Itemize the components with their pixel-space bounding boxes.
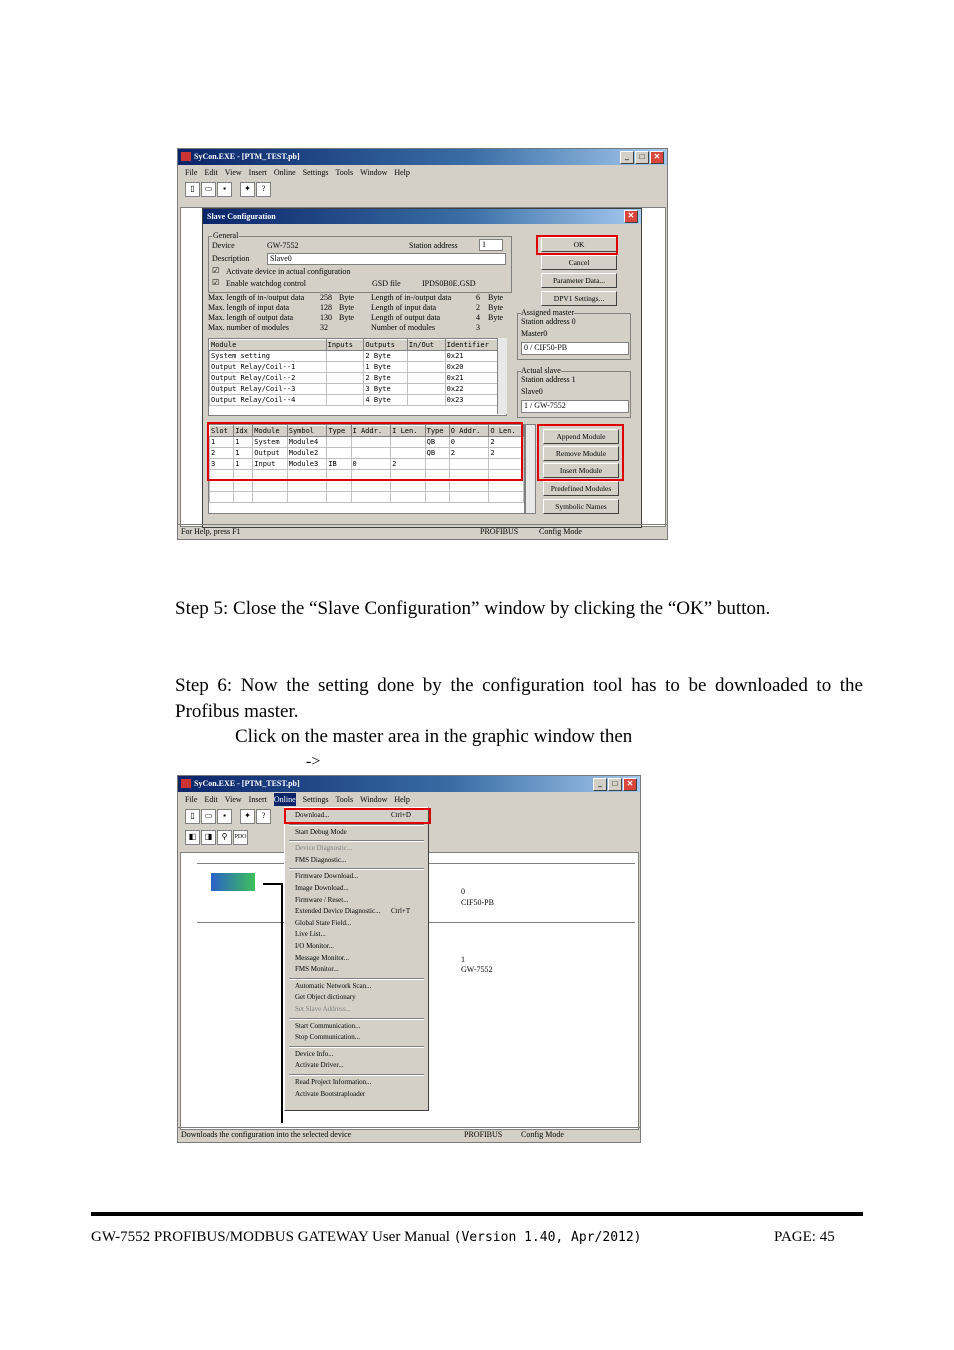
module-cell xyxy=(407,384,445,395)
slot-cell xyxy=(449,492,489,503)
online-menu-item[interactable] xyxy=(295,907,411,916)
limit-value: 258 xyxy=(320,293,332,302)
slot-cell: Module3 xyxy=(287,459,327,470)
module-cell: 3 Byte xyxy=(364,384,407,395)
slot-cell xyxy=(327,492,351,503)
slot-col-header[interactable]: Type xyxy=(425,426,449,437)
slave-name: GW-7552 xyxy=(461,965,493,974)
module-cell: 0x21 xyxy=(445,373,505,384)
slot-cell: 0 xyxy=(449,437,489,448)
length-unit: Byte xyxy=(488,303,504,312)
module-cell xyxy=(326,395,364,406)
module-cell xyxy=(326,351,364,362)
app-icon-2 xyxy=(181,779,191,788)
predefined-modules-button[interactable]: Predefined Modules xyxy=(543,481,619,496)
module-row[interactable] xyxy=(210,362,506,373)
menu-separator xyxy=(289,1018,424,1020)
module-scrollbar[interactable] xyxy=(497,338,507,414)
limit-label: Max. length of input data xyxy=(208,303,290,312)
slot-list-highlight xyxy=(207,422,523,481)
module-list[interactable] xyxy=(208,338,507,416)
master-icon[interactable]: ◧ xyxy=(185,830,200,845)
slave-icon[interactable]: ◨ xyxy=(201,830,216,845)
module-cell: Output Relay/Coil--1 xyxy=(210,362,327,373)
actual-slave-label: Actual slave xyxy=(521,366,561,375)
slot-col-header[interactable]: O Addr. xyxy=(449,426,489,437)
online-menu-label: I/O Monitor... xyxy=(295,942,334,950)
online-menu-item[interactable] xyxy=(295,1033,360,1041)
online-menu-item[interactable] xyxy=(295,1090,365,1098)
assigned-name: Master0 xyxy=(521,329,548,338)
cancel-button[interactable]: Cancel xyxy=(541,255,617,270)
online-menu-label: Device Info... xyxy=(295,1049,334,1058)
online-menu-item xyxy=(295,1005,351,1013)
menu-separator xyxy=(289,840,424,842)
online-menu-label: Automatic Network Scan... xyxy=(295,981,372,990)
menu-settings[interactable]: Settings xyxy=(302,168,329,177)
online-menu-label: Image Download... xyxy=(295,884,349,892)
online-menu-label: Start Communication... xyxy=(295,1021,361,1030)
slot-cell: 3 xyxy=(210,459,234,470)
online-menu-label: Activate Driver... xyxy=(295,1061,344,1070)
module-col-header[interactable]: Module xyxy=(210,340,327,351)
help-icon[interactable]: ? xyxy=(256,182,271,197)
module-cell xyxy=(326,384,364,395)
ok-button-highlight xyxy=(536,235,618,255)
slot-cell xyxy=(391,481,425,492)
module-cell xyxy=(407,362,445,373)
status-bar-2 xyxy=(178,1127,640,1142)
module-col-header[interactable]: Inputs xyxy=(326,340,364,351)
module-cell: 0x23 xyxy=(445,395,505,406)
download-highlight xyxy=(284,808,431,824)
slot-row-empty xyxy=(210,492,524,503)
module-cell: Output Relay/Coil--4 xyxy=(210,395,327,406)
menu-settings[interactable]: Settings xyxy=(302,795,329,804)
slot-cell xyxy=(391,492,425,503)
online-menu-item[interactable] xyxy=(295,982,371,990)
slot-cell xyxy=(287,481,327,492)
online-menu-item[interactable] xyxy=(295,872,358,880)
online-menu-label: Set Slave Address... xyxy=(295,1005,351,1013)
menu-online[interactable]: Online xyxy=(273,795,296,804)
general-label: General xyxy=(213,231,239,240)
pdo-icon[interactable]: PDO xyxy=(233,830,248,845)
slot-col-header[interactable]: Module xyxy=(253,426,287,437)
actual-slave-group xyxy=(517,366,631,418)
slot-cell: 2 xyxy=(489,448,524,459)
online-menu-item[interactable] xyxy=(295,993,356,1001)
status-mode: Config Mode xyxy=(539,527,582,536)
online-menu-label: Global State Field... xyxy=(295,918,352,927)
close-button[interactable]: ✕ xyxy=(650,151,664,164)
slot-cell xyxy=(210,492,234,503)
module-col-header[interactable]: Outputs xyxy=(364,340,407,351)
online-menu-shortcut: Ctrl+D xyxy=(391,811,411,819)
online-menu-item[interactable] xyxy=(295,954,349,962)
slot-cell: 2 xyxy=(210,448,234,459)
symbolic-names-button[interactable]: Symbolic Names xyxy=(543,499,619,514)
menu-bar-2 xyxy=(178,793,640,806)
status-bus: PROFIBUS xyxy=(480,527,519,536)
footer-title xyxy=(91,1229,642,1246)
module-row[interactable] xyxy=(210,384,506,395)
menu-edit[interactable]: Edit xyxy=(204,795,218,804)
slot-cell: System xyxy=(253,437,287,448)
slot-cell: Output xyxy=(253,448,287,459)
limit-unit: Byte xyxy=(339,303,355,312)
assigned-master-group xyxy=(517,308,631,360)
footer-rule xyxy=(91,1212,863,1216)
menu-bar xyxy=(178,166,667,179)
assigned-master-label: Assigned master xyxy=(521,308,575,317)
gsd-label: GSD file xyxy=(372,279,401,288)
slot-cell xyxy=(234,492,253,503)
module-cell: Output Relay/Coil--2 xyxy=(210,373,327,384)
length-label: Length of in-/output data xyxy=(371,293,452,302)
online-menu-item[interactable] xyxy=(295,1078,371,1086)
network-icon[interactable]: ⚲ xyxy=(217,830,232,845)
general-group xyxy=(208,231,512,293)
actual-name: Slave0 xyxy=(521,387,543,396)
watchdog-checkbox[interactable]: ☑ xyxy=(212,278,220,287)
online-menu-label: Get Object dictionary xyxy=(295,993,356,1002)
online-menu-label: Download... xyxy=(295,811,330,819)
help-icon-2[interactable]: ? xyxy=(256,809,271,824)
slot-cell xyxy=(489,481,524,492)
device-value: GW-7552 xyxy=(267,241,299,250)
dialog-close-button[interactable]: ✕ xyxy=(624,210,638,223)
slot-cell xyxy=(425,481,449,492)
online-menu-item[interactable] xyxy=(295,1022,360,1030)
online-menu-label: Firmware Download... xyxy=(295,872,359,881)
online-download-screenshot xyxy=(177,775,641,1143)
save-icon[interactable]: ▪ xyxy=(217,182,232,197)
module-row[interactable] xyxy=(210,373,506,384)
status-help-2: Downloads the configuration into the selected device xyxy=(181,1130,352,1139)
open-icon-2[interactable]: ▭ xyxy=(201,809,216,824)
limit-label: Max. number of modules xyxy=(208,323,289,332)
slot-cell: IB xyxy=(327,459,351,470)
toolbar xyxy=(178,180,667,198)
slot-cell: Module4 xyxy=(287,437,327,448)
menu-edit[interactable]: Edit xyxy=(204,168,218,177)
module-cell: 0x20 xyxy=(445,362,505,373)
parameter-data-button[interactable]: Parameter Data... xyxy=(541,273,617,288)
device-label: Device xyxy=(212,241,235,250)
maximize-button-2[interactable]: □ xyxy=(608,778,622,791)
status-mode-2: Config Mode xyxy=(521,1130,564,1139)
manual-version: (Version 1.40, Apr/2012) xyxy=(453,1230,642,1245)
run-icon-2[interactable]: ✦ xyxy=(240,809,255,824)
module-cell xyxy=(326,362,364,373)
module-cell: 1 Byte xyxy=(364,362,407,373)
menu-file[interactable]: File xyxy=(185,168,198,177)
limit-unit: Byte xyxy=(339,293,355,302)
activate-checkbox[interactable]: ☑ xyxy=(212,266,220,275)
maximize-button[interactable]: □ xyxy=(635,151,649,164)
bus-line-horizontal xyxy=(263,883,283,885)
slave-config-dialog xyxy=(202,208,642,528)
actual-station: Station address 1 xyxy=(521,375,576,384)
manual-title: GW-7552 PROFIBUS/MODBUS GATEWAY User Manual xyxy=(91,1229,450,1245)
slot-cell: 0 xyxy=(351,459,391,470)
length-unit: Byte xyxy=(488,293,504,302)
description-input[interactable]: Slave0 xyxy=(267,253,506,265)
online-menu-label: Live List... xyxy=(295,930,326,939)
main-title-bar-2 xyxy=(178,776,640,792)
module-col-header[interactable]: Identifier xyxy=(445,340,505,351)
module-cell: 4 Byte xyxy=(364,395,407,406)
online-menu-item[interactable] xyxy=(295,884,349,892)
menu-insert[interactable]: Insert xyxy=(248,168,267,177)
master-address: 0 xyxy=(461,887,465,896)
window-title-2: SyCon.EXE - [PTM_TEST.pb] xyxy=(194,779,300,788)
online-menu-item[interactable] xyxy=(295,965,339,973)
module-cell xyxy=(407,395,445,406)
slot-cell xyxy=(351,481,391,492)
length-label: Length of input data xyxy=(371,303,437,312)
assigned-master-select[interactable]: 0 / CIF50-PB xyxy=(521,342,629,355)
slot-cell xyxy=(449,481,489,492)
module-cell: System setting xyxy=(210,351,327,362)
open-icon[interactable]: ▭ xyxy=(201,182,216,197)
module-cell: 2 Byte xyxy=(364,373,407,384)
module-cell xyxy=(407,373,445,384)
page-number: PAGE: 45 xyxy=(774,1229,835,1245)
bus-line-vertical xyxy=(281,883,283,1123)
menu-separator xyxy=(289,978,424,980)
online-menu-item[interactable] xyxy=(295,1050,333,1058)
menu-arrow: -> xyxy=(306,753,321,770)
online-menu-label: Device Diagnostic... xyxy=(295,844,353,853)
status-bus-2: PROFIBUS xyxy=(464,1130,503,1139)
slot-cell xyxy=(234,481,253,492)
assigned-station: Station address 0 xyxy=(521,317,576,326)
slot-cell xyxy=(327,481,351,492)
limit-label: Max. length of in-/output data xyxy=(208,293,305,302)
station-input[interactable]: 1 xyxy=(479,239,503,251)
station-label: Station address xyxy=(409,241,458,250)
online-menu-label: Extended Device Diagnostic... xyxy=(295,907,381,916)
online-menu-item[interactable] xyxy=(295,856,346,864)
actual-slave-select[interactable]: 1 / GW-7552 xyxy=(521,400,629,413)
module-row[interactable] xyxy=(210,395,506,406)
menu-view[interactable]: View xyxy=(224,795,242,804)
menu-view[interactable]: View xyxy=(224,168,242,177)
slot-cell: QB xyxy=(425,437,449,448)
run-icon[interactable]: ✦ xyxy=(240,182,255,197)
slot-col-header[interactable]: Idx xyxy=(234,426,253,437)
limit-unit: Byte xyxy=(339,313,355,322)
menu-separator xyxy=(289,1074,424,1076)
slot-cell xyxy=(253,481,287,492)
gsd-value: IPDS0B0E.GSD xyxy=(422,279,476,288)
slot-cell xyxy=(489,492,524,503)
online-menu-label: Start Debug Mode xyxy=(295,827,347,836)
online-menu-item[interactable] xyxy=(295,828,347,836)
slot-scrollbar[interactable] xyxy=(525,424,536,514)
slot-cell: Module2 xyxy=(287,448,327,459)
online-menu xyxy=(284,807,429,1111)
description-label: Description xyxy=(212,254,250,263)
online-menu-shortcut: Ctrl+T xyxy=(391,907,411,916)
click-instruction: Click on the master area in the graphic window then xyxy=(235,726,633,747)
online-menu-label: FMS Monitor... xyxy=(295,965,339,974)
module-cell: Output Relay/Coil--3 xyxy=(210,384,327,395)
slot-cell: 1 xyxy=(234,448,253,459)
slot-row-empty xyxy=(210,481,524,492)
slot-cell: 2 xyxy=(391,459,425,470)
master-name: CIF50-PB xyxy=(461,898,494,907)
remove-module-button[interactable]: Remove Module xyxy=(543,446,619,461)
limit-value: 130 xyxy=(320,313,332,322)
append-module-button[interactable]: Append Module xyxy=(543,429,619,444)
master-device-icon xyxy=(211,873,255,891)
slot-cell: Input xyxy=(253,459,287,470)
slot-cell xyxy=(210,481,234,492)
menu-tools[interactable]: Tools xyxy=(335,168,354,177)
online-menu-label: Firmware / Reset... xyxy=(295,895,349,904)
length-value: 6 xyxy=(476,293,480,302)
status-help: For Help, press F1 xyxy=(181,527,241,536)
slot-cell xyxy=(287,492,327,503)
menu-online[interactable]: Online xyxy=(273,168,296,177)
limit-label: Max. length of output data xyxy=(208,313,294,322)
close-button-2[interactable]: ✕ xyxy=(623,778,637,791)
slot-col-header[interactable]: Slot xyxy=(210,426,234,437)
slot-col-header[interactable]: Symbol xyxy=(287,426,327,437)
online-menu-item[interactable] xyxy=(295,930,326,938)
slave-address: 1 xyxy=(461,955,465,964)
main-title-bar xyxy=(178,149,667,165)
length-label: Number of modules xyxy=(371,323,435,332)
length-value: 3 xyxy=(476,323,480,332)
length-value: 2 xyxy=(476,303,480,312)
menu-file[interactable]: File xyxy=(185,795,198,804)
limit-value: 128 xyxy=(320,303,332,312)
module-cell: 0x21 xyxy=(445,351,505,362)
minimize-button[interactable]: _ xyxy=(620,151,634,164)
limit-value: 32 xyxy=(320,323,328,332)
slot-cell: QB xyxy=(425,448,449,459)
slot-cell xyxy=(253,492,287,503)
menu-help[interactable]: Help xyxy=(394,795,410,804)
slot-cell xyxy=(351,492,391,503)
slot-col-header[interactable]: Type xyxy=(327,426,351,437)
menu-separator xyxy=(289,1046,424,1048)
slot-cell: 1 xyxy=(210,437,234,448)
menu-tools[interactable]: Tools xyxy=(335,795,354,804)
menu-window[interactable]: Window xyxy=(360,168,388,177)
online-menu-item[interactable] xyxy=(295,896,348,904)
insert-module-button[interactable]: Insert Module xyxy=(543,463,619,478)
online-menu-label: Activate Bootstraploader xyxy=(295,1089,366,1098)
watchdog-label: Enable watchdog control xyxy=(226,279,306,288)
window-title: SyCon.EXE - [PTM_TEST.pb] xyxy=(194,152,300,161)
online-menu-item[interactable] xyxy=(295,942,334,950)
slot-cell: 1 xyxy=(234,459,253,470)
module-cell: 0x22 xyxy=(445,384,505,395)
new-icon[interactable]: ▯ xyxy=(185,182,200,197)
activate-label: Activate device in actual configuration xyxy=(226,267,351,276)
online-menu-label: FMS Diagnostic... xyxy=(295,855,347,864)
module-col-header[interactable]: In/Out xyxy=(407,340,445,351)
online-menu-label: Read Project Information... xyxy=(295,1078,372,1086)
online-menu-item xyxy=(295,844,352,852)
dpv1-settings-button[interactable]: DPV1 Settings... xyxy=(541,291,617,306)
online-menu-item[interactable] xyxy=(295,919,351,927)
length-unit: Byte xyxy=(488,313,504,322)
new-icon-2[interactable]: ▯ xyxy=(185,809,200,824)
module-row[interactable] xyxy=(210,351,506,362)
online-menu-label: Stop Communication... xyxy=(295,1033,360,1042)
slot-cell: 2 xyxy=(489,437,524,448)
menu-insert[interactable]: Insert xyxy=(248,795,267,804)
dialog-title-bar xyxy=(203,209,641,224)
status-bar xyxy=(178,524,667,539)
minimize-button-2[interactable]: _ xyxy=(593,778,607,791)
module-cell xyxy=(407,351,445,362)
menu-separator xyxy=(289,868,424,870)
length-label: Length of output data xyxy=(371,313,441,322)
ok-button[interactable]: OK xyxy=(541,237,617,252)
menu-window[interactable]: Window xyxy=(360,795,388,804)
module-cell: 2 Byte xyxy=(364,351,407,362)
app-icon xyxy=(181,152,191,161)
step5-text: Step 5: Close the “Slave Configuration” window by clicking the “OK” button. xyxy=(175,598,771,619)
save-icon-2[interactable]: ▪ xyxy=(217,809,232,824)
online-menu-label: Message Monitor... xyxy=(295,953,350,962)
length-limits xyxy=(208,293,513,335)
slot-col-header[interactable]: I Len. xyxy=(391,426,425,437)
slot-col-header[interactable]: O Len. xyxy=(489,426,524,437)
module-cell xyxy=(326,373,364,384)
slot-col-header[interactable]: I Addr. xyxy=(351,426,391,437)
slave-configuration-screenshot xyxy=(177,148,668,540)
slot-cell: 2 xyxy=(449,448,489,459)
module-buttons-highlight xyxy=(537,424,624,481)
slot-cell xyxy=(425,492,449,503)
online-menu-item[interactable] xyxy=(295,1061,344,1069)
length-value: 4 xyxy=(476,313,480,322)
menu-help[interactable]: Help xyxy=(394,168,410,177)
slot-cell: 1 xyxy=(234,437,253,448)
dialog-title: Slave Configuration xyxy=(207,212,276,221)
step6-text: Step 6: Now the setting done by the configuration tool has to be downloaded to the Profibus master. xyxy=(175,675,863,722)
